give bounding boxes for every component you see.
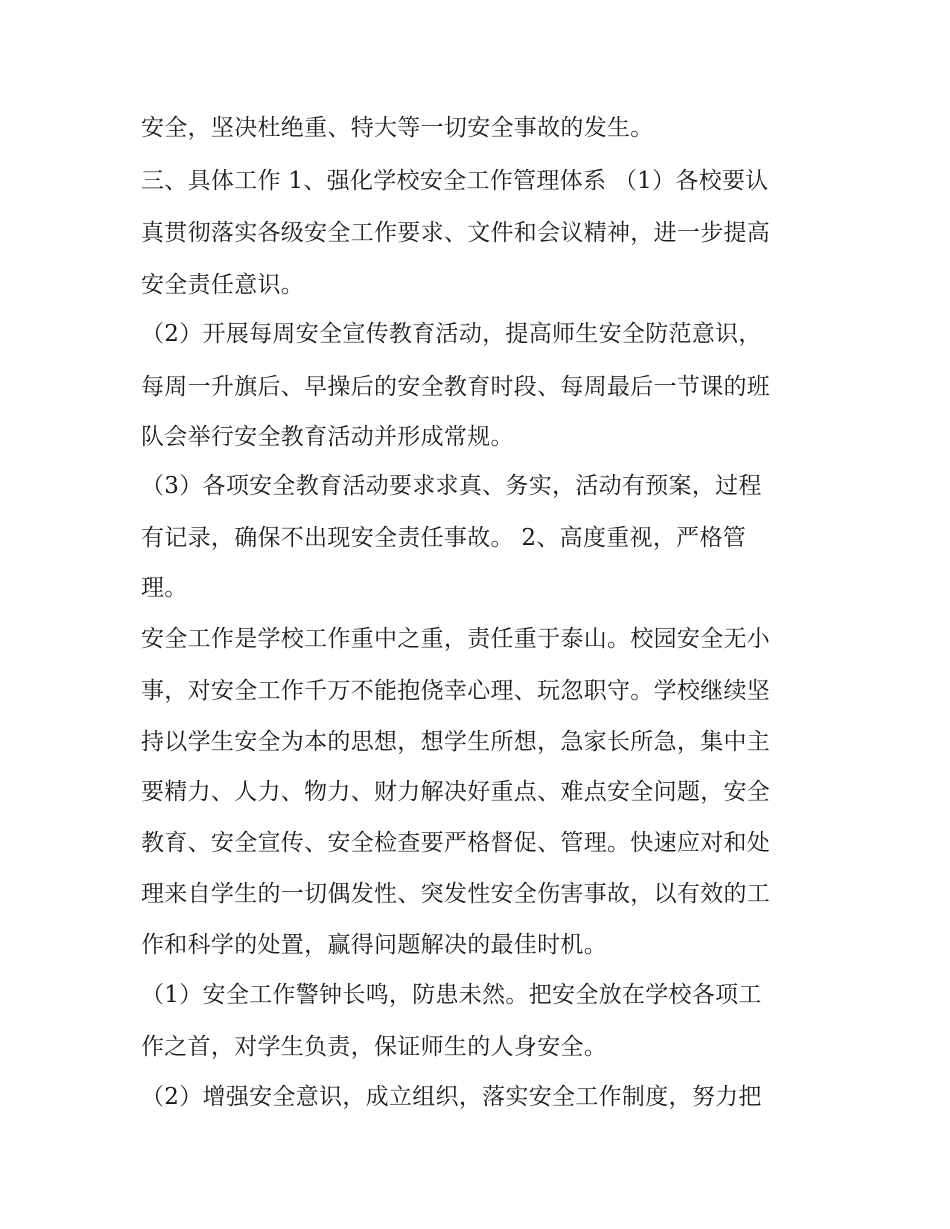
text-line: （2）增强安全意识，成立组织，落实安全工作制度，努力把 — [141, 1084, 762, 1110]
text-line: 理。 — [141, 575, 188, 601]
text-line: 事，对安全工作千万不能抱侥幸心理、玩忽职守。学校继续坚 — [141, 678, 771, 704]
text-line: 作和科学的处置，赢得问题解决的最佳时机。 — [141, 932, 607, 958]
text-line: （1）安全工作警钟长鸣，防患未然。把安全放在学校各项工 — [141, 982, 762, 1008]
text-line: 理来自学生的一切偶发性、突发性安全伤害事故，以有效的工 — [141, 881, 771, 907]
text-line: （2）开展每周安全宣传教育活动，提高师生安全防范意识， — [141, 321, 762, 347]
text-line: 持以学生安全为本的思想，想学生所想，急家长所急，集中主 — [141, 729, 771, 755]
text-line: 作之首，对学生负责，保证师生的人身安全。 — [141, 1034, 607, 1060]
text-line: 安全，坚决杜绝重、特大等一切安全事故的发生。 — [141, 115, 654, 141]
text-line: 三、具体工作 1、强化学校安全工作管理体系 （1）各校要认 — [141, 168, 769, 194]
text-line: 安全责任意识。 — [141, 272, 305, 298]
text-line: 真贯彻落实各级安全工作要求、文件和会议精神，进一步提高 — [141, 220, 771, 246]
text-line: 教育、安全宣传、安全检查要严格督促、管理。快速应对和处 — [141, 830, 771, 856]
text-line: 队会举行安全教育活动并形成常规。 — [141, 424, 514, 450]
text-line: 每周一升旗后、早操后的安全教育时段、每周最后一节课的班 — [141, 374, 771, 400]
text-line: （3）各项安全教育活动要求求真、务实，活动有预案，过程 — [141, 473, 762, 499]
text-line: 有记录，确保不出现安全责任事故。 2、高度重视，严格管 — [141, 525, 747, 551]
text-line: 要精力、人力、物力、财力解决好重点、难点安全问题，安全 — [141, 779, 771, 805]
text-line: 安全工作是学校工作重中之重，责任重于泰山。校园安全无小 — [141, 626, 771, 652]
